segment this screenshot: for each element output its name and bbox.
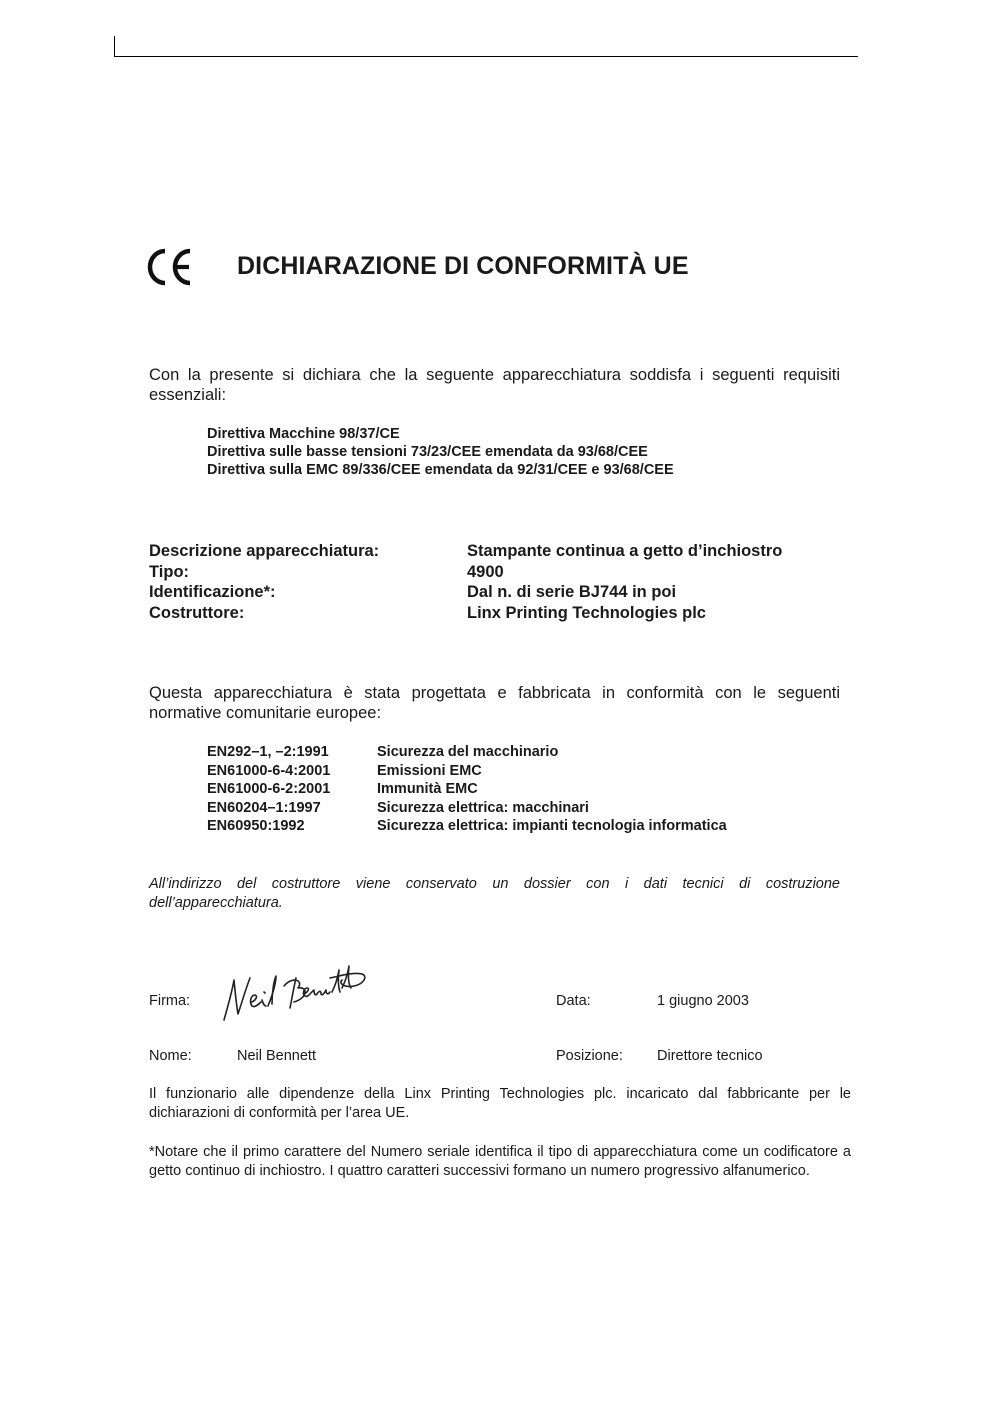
standard-row [207,762,727,781]
standard-description: Sicurezza del macchinario [377,744,559,760]
posizione-label: Posizione: [556,1048,623,1064]
standard-row [207,743,727,762]
standard-code: EN60204–1:1997 [207,799,321,816]
norms-intro-paragraph: Questa apparecchiatura è stata progettata e fabbricata in conformità con le seguenti normative comunitarie europee: [149,684,840,722]
dossier-note: All’indirizzo del costruttore viene conservato un dossier con i dati tecnici di costruzione dell’apparecchiatura. [149,876,840,911]
page-border-horizontal [114,56,858,57]
nome-value: Neil Bennett [237,1048,316,1064]
spec-value: Linx Printing Technologies plc [467,603,706,622]
intro-paragraph: Con la presente si dichiara che la seguente apparecchiatura soddisfa i seguenti requisiti essenziali: [149,366,840,404]
spec-value: Dal n. di serie BJ744 in poi [467,583,677,601]
spec-label: Identificazione*: [149,583,276,601]
representative-note: Il funzionario alle dipendenze della Linx Printing Technologies plc. incaricato dal fabbricante per le dichiarazioni di conformità per l’area UE. [149,1086,851,1121]
standards-list [207,743,727,836]
page-title: DICHIARAZIONE DI CONFORMITÀ UE [237,252,689,280]
directive-item: Direttiva sulla EMC 89/336/CEE emendata da 92/31/CEE e 93/68/CEE [207,462,674,478]
standard-description: Sicurezza elettrica: macchinari [377,799,589,816]
standard-description: Sicurezza elettrica: impianti tecnologia informatica [377,818,727,834]
standard-code: EN61000-6-2:2001 [207,781,331,797]
directives-list [207,425,674,479]
standard-code: EN60950:1992 [207,818,305,834]
spec-value: 4900 [467,562,504,581]
spec-label: Costruttore: [149,603,245,622]
data-label: Data: [556,993,591,1009]
spec-row-description [149,541,782,562]
spec-row-manufacturer [149,603,782,624]
standard-code: EN292–1, –2:1991 [207,744,329,760]
nome-label: Nome: [149,1048,192,1064]
standard-row [207,817,727,836]
handwritten-signature [218,962,370,1030]
standard-description: Immunità EMC [377,781,478,797]
ce-mark-logo [146,246,196,288]
equipment-specs [149,541,782,623]
page-border-vertical [114,36,115,57]
directive-item: Direttiva Macchine 98/37/CE [207,426,400,442]
spec-label: Tipo: [149,562,190,581]
date-value: 1 giugno 2003 [657,993,749,1009]
spec-row-type [149,562,782,583]
firma-label: Firma: [149,993,191,1009]
standard-code: EN61000-6-4:2001 [207,762,331,779]
standard-row [207,799,727,818]
spec-label: Descrizione apparecchiatura: [149,542,380,560]
serial-footnote: *Notare che il primo carattere del Numero seriale identifica il tipo di apparecchiatura come un codificatore a getto continuo di inchiostro. I quattro caratteri successivi formano un numero progressivo alfanumerico. [149,1144,851,1179]
posizione-value: Direttore tecnico [657,1048,763,1064]
spec-value: Stampante continua a getto d’inchiostro [467,542,783,560]
spec-row-identification [149,582,782,603]
directive-item: Direttiva sulle basse tensioni 73/23/CEE emendata da 93/68/CEE [207,444,648,460]
standard-row [207,780,727,799]
standard-description: Emissioni EMC [377,762,482,779]
